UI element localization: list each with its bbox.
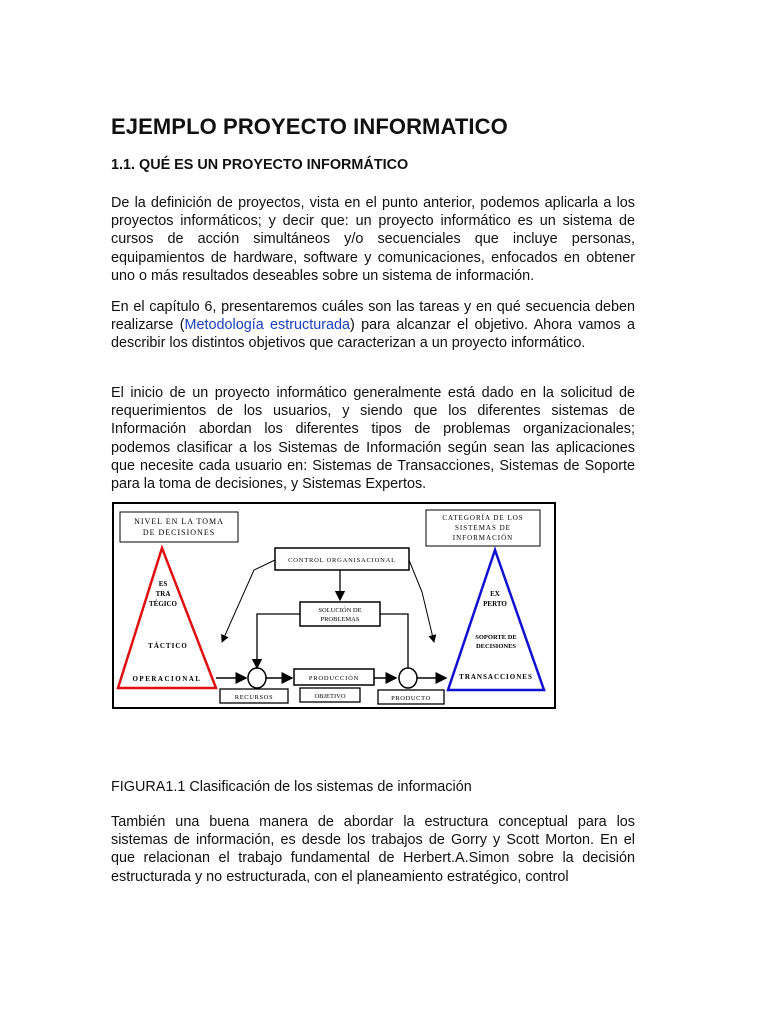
paragraph-3: El inicio de un proyecto informático generalmente está dado en la solicitud de requerimientos de los usuarios, y siendo que los diferentes sistemas de Información abordan los diferentes tipos de problemas organizacionales; podemos clasificar a los Sistemas de Información según sean las aplicaciones que necesite cada usuario en: Sistemas de Transacciones, Sistemas de Soporte para la toma de decisiones, y Sistemas Expertos. [111,385,635,493]
document-title: EJEMPLO PROYECTO INFORMATICO [111,114,508,139]
solucion-line1: SOLUCIÓN DE [318,607,362,614]
estrategico-line3: TÉGICO [148,600,178,608]
produccion-label: PRODUCCIÓN [308,675,360,682]
paragraph-2 [111,298,635,353]
estrategico-line1: ES [158,580,168,588]
recursos-label: RECURSOS [234,694,274,701]
figure-diagram [112,502,556,709]
paragraph-2-start: En el capítulo 6, presentaremos cuáles son las tareas y en qué secuencia deben realizarse ( [111,299,635,334]
paragraph-2-end: ) para alcanzar el objetivo. Ahora vamos a describir los distintos objetivos que caracterizan a un proyecto informático. [111,317,635,352]
category-line1: CATEGORÍA DE LOS [442,514,524,522]
metodologia-link[interactable]: Metodología estructurada [184,317,351,334]
paragraph-1: De la definición de proyectos, vista en el punto anterior, podemos aplicarla a los proyectos informáticos; y decir que: un proyecto informático es un sistema de cursos de acción simultáneos y/o secuenciales que incluye personas, equipamientos de hardware, software y comunicaciones, enfocados en obtener uno o más resultados deseables sobre un sistema de información. [111,195,635,284]
producto-label: PRODUCTO [391,695,431,702]
section-heading: 1.1. QUÉ ES UN PROYECTO INFORMÁTICO [111,157,409,173]
recursos-node [248,668,266,688]
category-line2: SISTEMAS DE [455,524,511,532]
soporte-line1: SOPORTE DE [475,634,517,641]
soporte-line2: DECISIONES [475,643,517,650]
information-systems-figure [112,502,556,709]
producto-node [399,668,417,688]
figure-caption: FIGURA1.1 Clasificación de los sistemas de información [111,779,472,795]
category-line3: INFORMACIÓN [452,534,514,542]
experto-line2: PERTO [483,600,507,608]
estrategico-line2: TRA [155,590,171,598]
control-label: CONTROL ORGANISACIONAL [288,557,396,564]
operacional-label: OPERACIONAL [132,675,202,683]
decision-level-line2: DE DECISIONES [142,528,216,537]
transacciones-label: TRANSACCIONES [459,673,533,681]
objetivo-label: OBJETIVO [314,693,346,700]
paragraph-4: También una buena manera de abordar la estructura conceptual para los sistemas de información, es desde los trabajos de Gorry y Scott Morton. En el que relacionan el trabajo fundamental de Herbert.A.Simon sobre la decisión estructurada y no estructurada, con el planeamiento estratégico, control [111,814,635,885]
tactico-label: TÁCTICO [148,642,188,650]
solucion-line2: PROBLEMAS [320,616,360,623]
decision-level-line1: NIVEL EN LA TOMA [134,517,224,526]
experto-line1: EX [490,590,500,598]
